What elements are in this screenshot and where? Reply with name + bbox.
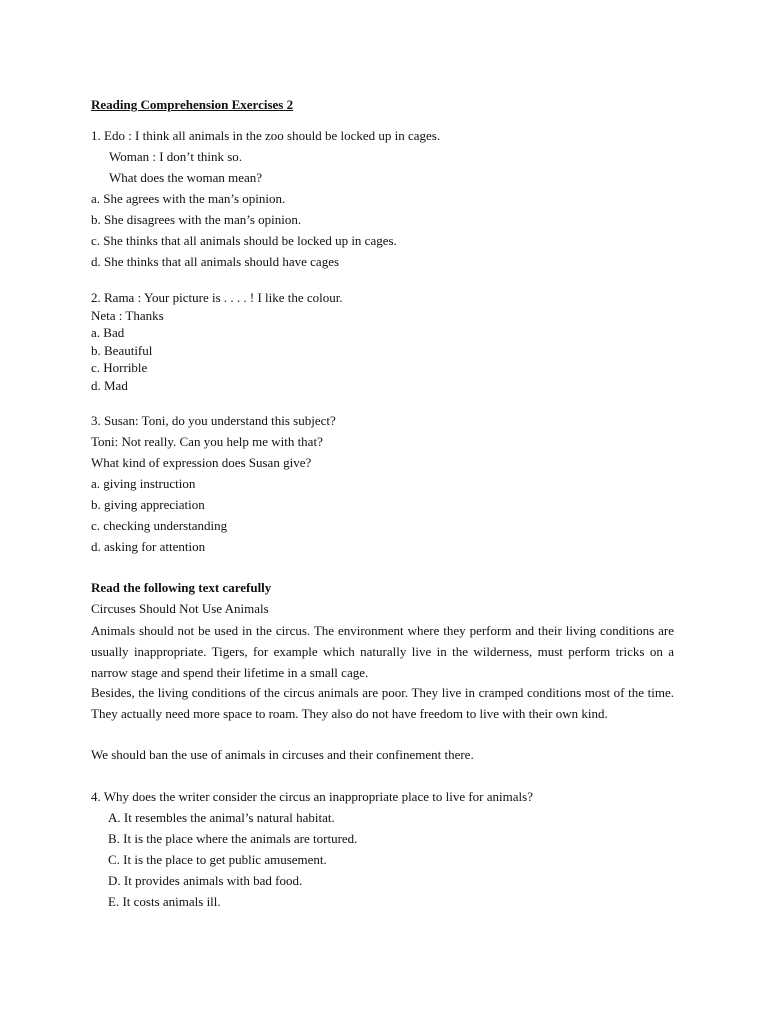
reading-paragraph-3: We should ban the use of animals in circuses and their confinement there. — [91, 747, 474, 762]
question-2-option-c: c. Horrible — [91, 360, 148, 375]
question-3-line-1: 3. Susan: Toni, do you understand this subject? — [91, 413, 336, 428]
question-2-option-a: a. Bad — [91, 325, 125, 340]
reading-text-title: Circuses Should Not Use Animals — [91, 601, 269, 616]
question-3-option-c: c. checking understanding — [91, 518, 228, 533]
question-1-option-b: b. She disagrees with the man’s opinion. — [91, 212, 302, 227]
question-3-line-3: What kind of expression does Susan give? — [91, 455, 312, 470]
question-3-option-b: b. giving appreciation — [91, 497, 205, 512]
question-1-option-a: a. She agrees with the man’s opinion. — [91, 191, 286, 206]
question-2-line-2: Neta : Thanks — [91, 308, 164, 323]
question-2-option-b: b. Beautiful — [91, 343, 153, 358]
question-1-option-d: d. She thinks that all animals should have cages — [91, 254, 340, 269]
question-4-option-c: C. It is the place to get public amusement. — [108, 852, 327, 867]
question-4-option-e: E. It costs animals ill. — [108, 894, 221, 909]
question-1-line-2: Woman : I don’t think so. — [109, 149, 243, 164]
question-1-line-1: 1. Edo : I think all animals in the zoo should be locked up in cages. — [91, 128, 441, 143]
question-4-option-a: A. It resembles the animal’s natural habitat. — [108, 810, 335, 825]
reading-paragraph-2: Besides, the living conditions of the circus animals are poor. They live in cramped conditions most of the time. They actually need more space to roam. They also do not have freedom to live with their own kind. — [91, 685, 674, 721]
question-4-text: 4. Why does the writer consider the circus an inappropriate place to live for animals? — [91, 789, 533, 804]
question-3-option-d: d. asking for attention — [91, 539, 206, 554]
reading-paragraph-1: Animals should not be used in the circus. The environment where they perform and their living conditions are usually inappropriate. Tigers, for example which naturally live in the wilderness, must perform tricks on a narrow stage and spend their lifetime in a small cage. — [91, 623, 674, 680]
question-3-line-2: Toni: Not really. Can you help me with that? — [91, 434, 323, 449]
question-2-line-1: 2. Rama : Your picture is . . . . ! I like the colour. — [91, 290, 343, 305]
question-1-line-3: What does the woman mean? — [109, 170, 263, 185]
question-4-option-d: D. It provides animals with bad food. — [108, 873, 303, 888]
question-2-option-d: d. Mad — [91, 378, 128, 393]
question-1-option-c: c. She thinks that all animals should be locked up in cages. — [91, 233, 397, 248]
question-4-option-b: B. It is the place where the animals are tortured. — [108, 831, 358, 846]
question-3-option-a: a. giving instruction — [91, 476, 196, 491]
reading-heading: Read the following text carefully — [91, 580, 272, 595]
page-title: Reading Comprehension Exercises 2 — [91, 97, 294, 112]
